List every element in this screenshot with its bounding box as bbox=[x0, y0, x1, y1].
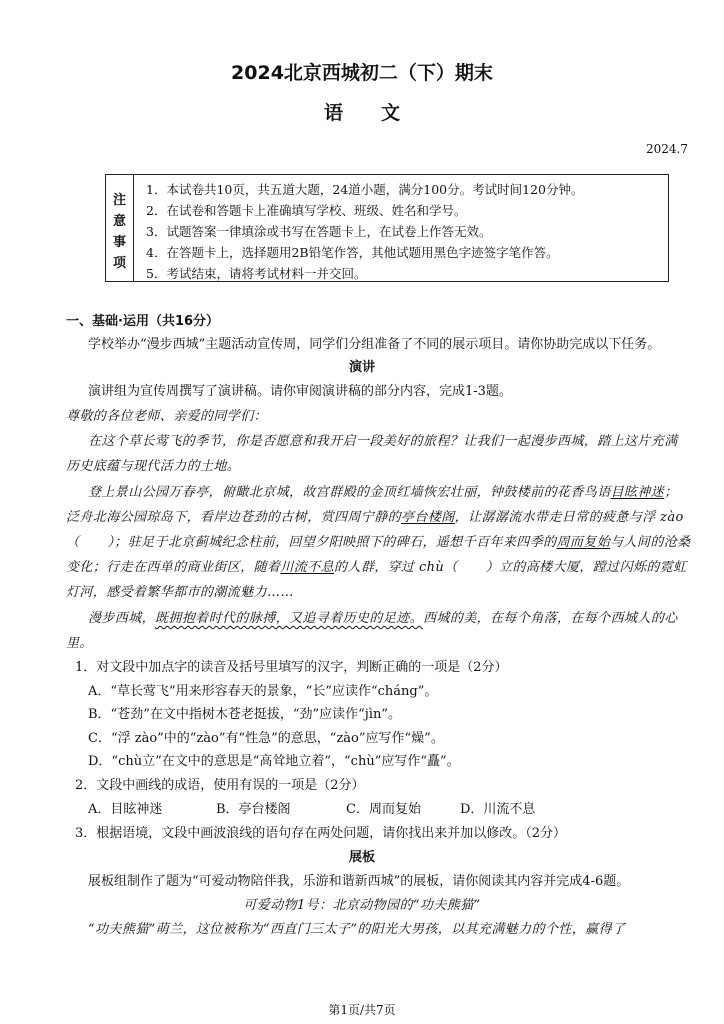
notice-item: 1．本试卷共10页，共五道大题，24道小题，满分100分。考试时间120分钟。 bbox=[146, 182, 584, 197]
speech-line: 在这个草长莺飞的季节，你是否愿意和我开启一段美好的旅程？让我们一起漫步西城，踏上这片充满 bbox=[88, 434, 678, 449]
notice-item: 3．试题答案一律填涂或书写在答题卡上，在试卷上作答无效。 bbox=[146, 224, 492, 239]
speech-line: 灯河，感受着繁华都市的潮流魅力…… bbox=[66, 585, 294, 600]
speech-text: ）；驻足于北京蓟城纪念柱前，回望夕阳映照下的碑石，遥想千百年来四季的 bbox=[107, 535, 557, 550]
question-2-option: A．目眩神迷 bbox=[88, 802, 163, 817]
question-1-stem: 1．对文段中加点字的读音及括号里填写的汉字，判断正确的一项是（2分） bbox=[75, 660, 508, 675]
speech-line: 里。 bbox=[66, 636, 93, 651]
speech-text: 西城的美，在每个角落，在每个西城人的心 bbox=[423, 611, 678, 626]
speech-text: ）立的高楼大厦，蹚过闪烁的霓虹 bbox=[485, 560, 687, 575]
speech-line bbox=[66, 506, 684, 525]
speech-text: 的人群，穿过 chù（ bbox=[334, 560, 458, 575]
underlined-idiom: 目眩神迷 bbox=[610, 485, 665, 500]
notice-item: 5．考试结束，请将考试材料一并交回。 bbox=[146, 266, 367, 281]
notice-heading bbox=[106, 175, 134, 281]
wavy-underlined-sentence: 既拥抱着时代的脉搏，又追寻着历史的足迹。 bbox=[155, 611, 424, 626]
speech-line bbox=[66, 556, 687, 575]
section-heading: 一、基础·运用（共16分） bbox=[66, 314, 220, 329]
speech-text: 变化；行走在西单的商业街区，随着 bbox=[66, 560, 281, 575]
exam-date: 2024.7 bbox=[646, 142, 688, 156]
speech-line bbox=[88, 607, 678, 626]
question-1-option: D．“chù立”在文中的意思是“高耸地立着”，“chù”应写作“矗”。 bbox=[88, 754, 460, 769]
underlined-idiom: 川流不息 bbox=[280, 560, 335, 575]
question-1-option: A．“草长莺飞”用来形容春天的景象，“长”应读作“cháng”。 bbox=[88, 684, 438, 699]
notice-heading-char: 注 bbox=[113, 193, 127, 208]
notice-item: 4．在答题卡上，选择题用2B铅笔作答，其他试题用黑色字迹签字笔作答。 bbox=[146, 245, 559, 260]
speech-line bbox=[88, 481, 678, 500]
speech-intro: 演讲组为宣传周撰写了演讲稿。请你审阅演讲稿的部分内容，完成1-3题。 bbox=[88, 384, 512, 399]
speech-line bbox=[66, 531, 691, 550]
speech-heading: 演讲 bbox=[348, 360, 375, 375]
page-footer: 第1页/共7页 bbox=[328, 1003, 396, 1017]
notice-heading-char: 意 bbox=[113, 214, 127, 229]
underlined-idiom: 亭台楼阁 bbox=[401, 510, 455, 525]
question-2-option: D．川流不息 bbox=[460, 802, 536, 817]
board-intro: 展板组制作了题为“可爱动物陪伴我，乐游和谐新西城”的展板，请你阅读其内容并完成4-6题。 bbox=[88, 874, 630, 889]
subject-title: 语文 bbox=[323, 102, 438, 124]
section-intro: 学校举办“漫步西城”主题活动宣传周，同学们分组准备了不同的展示项目。请你协助完成以下任务。 bbox=[88, 337, 661, 352]
question-2-stem: 2．文段中画线的成语，使用有误的一项是（2分） bbox=[75, 778, 365, 793]
speech-text: ，让潺潺流水带走日常的疲惫与浮 zào bbox=[454, 510, 684, 525]
animal-title: 可爱动物1号：北京动物园的“功夫熊猫” bbox=[243, 898, 481, 913]
speech-line: 历史底蕴与现代活力的土地。 bbox=[66, 459, 241, 474]
question-1-option: C．“浮 zào”中的“zào”有“性急”的意思，“zào”应写作“燥”。 bbox=[88, 731, 444, 746]
question-2-option: C．周而复始 bbox=[346, 802, 421, 817]
notice-heading-char: 事 bbox=[113, 235, 127, 250]
speech-text: 登上景山公园万春亭，俯瞰北京城，故宫群殿的金顶红墙恢宏壮丽，钟鼓楼前的花香鸟语 bbox=[88, 485, 611, 500]
notice-box bbox=[105, 174, 669, 282]
exam-title: 2024北京西城初二（下）期末 bbox=[231, 62, 493, 84]
speech-text: 漫步西城， bbox=[88, 611, 156, 626]
notice-heading-char: 项 bbox=[113, 256, 127, 271]
notice-item: 2．在试卷和答题卡上准确填写学校、班级、姓名和学号。 bbox=[146, 203, 467, 218]
speech-text: 与人间的沧桑 bbox=[610, 535, 691, 550]
board-heading: 展板 bbox=[348, 850, 375, 865]
speech-text: ； bbox=[664, 485, 678, 500]
speech-greeting: 尊敬的各位老师、亲爱的同学们： bbox=[66, 409, 268, 424]
animal-text: “功夫熊猫”萌兰，这位被称为“西直门三太子”的阳光大男孩，以其充满魅力的个性，赢得了 bbox=[88, 922, 626, 937]
underlined-idiom: 周而复始 bbox=[556, 535, 611, 550]
speech-text: （ bbox=[66, 535, 80, 550]
question-3-stem: 3．根据语境，文段中画波浪线的语句存在两处问题，请你找出来并加以修改。（2分） bbox=[75, 826, 567, 841]
question-2-option: B．亭台楼阁 bbox=[216, 802, 291, 817]
speech-text: 泛舟北海公园琼岛下，看岸边苍劲的古树，赏四周宁静的 bbox=[66, 510, 402, 525]
question-1-option: B．“苍劲”在文中指树木苍老挺拔，“劲”应读作“jìn”。 bbox=[88, 707, 401, 722]
